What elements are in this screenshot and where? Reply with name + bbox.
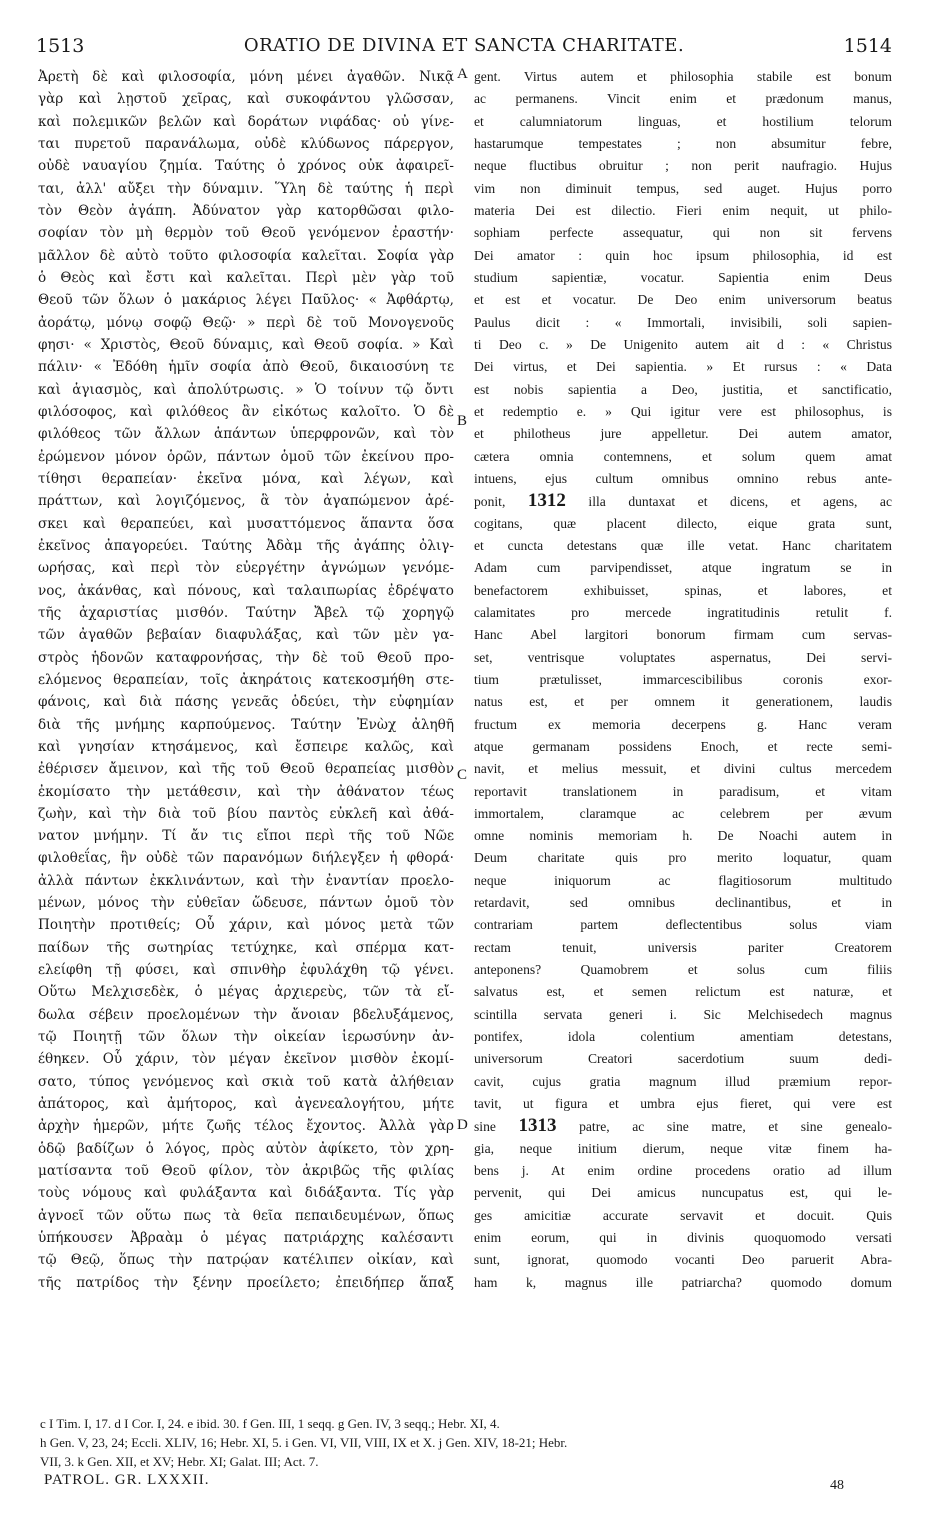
greek-text-line: τῆς ἀχαριστίας μισθόν. Ταύτην Ἄβελ τῷ χορηγῷ bbox=[38, 604, 454, 621]
greek-text-line: σοφίαν τὸν μὴ θερμὸν τοῦ Θεοῦ γενόμενον ἐραστήν· bbox=[38, 225, 454, 242]
greek-text-column bbox=[38, 66, 454, 1294]
page-footer bbox=[44, 1472, 894, 1492]
greek-text-line: φησι· « Χριστὸς, Θεοῦ δύναμις, καὶ Θεοῦ σοφία. » Καὶ bbox=[38, 336, 454, 353]
latin-text-line: benefactorem exhibuisset, spinas, et labores, et bbox=[474, 582, 892, 598]
greek-text-line: ἐκεῖνος ἀπαγορεύει. Ταύτης Ἀδὰμ τῆς ἀγάπης ὀλιγ- bbox=[38, 537, 454, 554]
greek-text-line: ἐρώμενον μόνον ὁρῶν, πάντων ὁμοῦ τῶν ἐκείνου προ- bbox=[38, 448, 454, 465]
latin-text-line: Dei amator : quin hoc ipsum philosophia, id est bbox=[474, 247, 892, 263]
greek-text-line: φάνοις, καὶ διὰ πάσης γενεᾶς ὁδεύει, τὴν εὐφημίαν bbox=[38, 694, 454, 711]
latin-text-line: enim eorum, qui in divinis quoquomodo versati bbox=[474, 1230, 892, 1246]
greek-text-line: τῆς πατρίδος τὴν ξένην προείλετο; ἐπειδήπερ ἅπαξ bbox=[38, 1274, 454, 1291]
latin-text-line: Hanc Abel largitori bonorum firmam cum servas- bbox=[474, 627, 892, 643]
latin-text-line: universorum Creatori sacerdotium suum dedi- bbox=[474, 1051, 892, 1067]
column-number: 1312 bbox=[527, 490, 566, 512]
greek-text-line: καὶ ἁγιασμὸς, καὶ ἀπολύτρωσις. » Ὁ τοίνυν τῷ ὄντι bbox=[38, 381, 454, 398]
latin-text-line: scintilla servata generi i. Sic Melchisedech magnus bbox=[474, 1006, 892, 1022]
greek-text-line: ἀπάτορος, καὶ ἀμήτορος, καὶ ἀγενεαλογήτου, μήτε bbox=[38, 1096, 454, 1113]
latin-text-line: contrariam partem deflectentibus solus viam bbox=[474, 917, 892, 933]
greek-text-line: ζωὴν, καὶ τὴν διὰ τοῦ βίου παντὸς εὐκλεῆ καὶ ἀθά- bbox=[38, 805, 454, 822]
greek-text-line: ὁ Θεὸς καὶ ἔστι καὶ καλεῖται. Περὶ μὲν γὰρ τοῦ bbox=[38, 269, 454, 286]
greek-text-line: φιλόθεος τῶν ἄλλων ἁπάντων ὑπερφρονῶν, καὶ τὸν bbox=[38, 426, 454, 443]
greek-text-line: Οὕτω Μελχισεδὲκ, ὁ μέγας ἀρχιερεὺς, τῶν τὰ εἴ- bbox=[38, 984, 454, 1001]
volume-signature: PATROL. GR. LXXXII. bbox=[44, 1472, 210, 1488]
latin-text-line: fructum ex memoria decerpens g. Hanc veram bbox=[474, 716, 892, 732]
greek-text-line: διὰ τῆς μνήμης καρπούμενος. Ταύτην Ἐνὼχ ἀληθῆ bbox=[38, 716, 454, 733]
latin-text-line: cogitans, quæ placent dilecto, eique grata sunt, bbox=[474, 515, 892, 531]
greek-text-line: νος, ἀκάνθας, καὶ πόνους, καὶ ταλαιπωρίας ἐδρέψατο bbox=[38, 582, 454, 599]
latin-text-line: ponit, 1312 illa duntaxat et dicens, et agens, ac bbox=[474, 490, 892, 512]
latin-text-line: navit, et melius messuit, et divini cultus mercedem bbox=[474, 761, 892, 777]
latin-text-line: et calumniatorum linguas, et hostilium telorum bbox=[474, 113, 892, 129]
footnotes bbox=[40, 1414, 890, 1471]
latin-text-line: ges amicitiæ accurate servavit et docuit. Quis bbox=[474, 1207, 892, 1223]
greek-text-line: στρὸς ἡδονῶν καταφρονήσας, τὴν δὲ τοῦ Θεοῦ προ- bbox=[38, 649, 454, 666]
greek-text-line: ἀλλὰ πάντων ἐκκλινάντων, καὶ τὴν ἐναντίαν προελο- bbox=[38, 872, 454, 889]
margin-letter-b: B bbox=[457, 413, 468, 429]
greek-text-line: πράττων, καὶ λογιζόμενος, ἃ τὸν ἀγαπώμενον ἀρέ- bbox=[38, 493, 454, 510]
sheet-number: 48 bbox=[830, 1478, 844, 1493]
greek-text-line: φιλόσοφος, καὶ φιλόθεος ἂν εἰκότως καλοῖτο. Ὁ δὲ bbox=[38, 403, 454, 420]
greek-text-line: παίδων τῆς σωτηρίας τετύχηκε, καὶ σπέρμα κατ- bbox=[38, 939, 454, 956]
latin-text-line: cætera omnia contemnens, et solum quem amat bbox=[474, 448, 892, 464]
greek-text-line: ἐκομίσατο τὴν μετάθεσιν, καὶ τὴν ἀθάνατον τέως bbox=[38, 783, 454, 800]
page-number-left: 1513 bbox=[36, 35, 85, 57]
latin-text-line: et philotheus jure appelletur. Dei autem amator, bbox=[474, 426, 892, 442]
latin-text-line: Adam cum parvipendisset, atque ingratum se in bbox=[474, 560, 892, 576]
greek-text-line: καὶ πολεμικῶν βελῶν καὶ δοράτων νιφάδας· οὐ γίνε- bbox=[38, 113, 454, 130]
greek-text-line: δωλα σέβειν προελομένων τὴν ἄνοιαν βδελυξάμενος, bbox=[38, 1006, 454, 1023]
greek-text-line: ωρήσας, καὶ περὶ τὸν εὐεργέτην ἀγνώμων γενόμε- bbox=[38, 560, 454, 577]
latin-text-line: vim non diminuit tempus, sed auget. Hujus porro bbox=[474, 180, 892, 196]
latin-text-line: atque germanam possidens Enoch, et recte semi- bbox=[474, 738, 892, 754]
latin-text-line: sine 1313 patre, ac sine matre, et sine genealo- bbox=[474, 1115, 892, 1137]
footnote-line: VII, 3. k Gen. XII, et XV; Hebr. XI; Galat. III; Act. 7. bbox=[40, 1454, 319, 1469]
latin-text-line: neque iniquorum ac flagitiosorum multitudo bbox=[474, 872, 892, 888]
greek-text-line: τὸν Θεὸν ἀγάπη. Ἀδύνατον γὰρ κατορθῶσαι φιλο- bbox=[38, 202, 454, 219]
latin-text-line: sophiam perfecte assequatur, qui non sit fervens bbox=[474, 225, 892, 241]
latin-text-line: set, ventrisque voluptates aspernatus, Dei servi- bbox=[474, 649, 892, 665]
latin-text-line: reportavit translationem in paradisum, et vitam bbox=[474, 783, 892, 799]
latin-text-line: natus est, et per omnem it generationem, laudis bbox=[474, 694, 892, 710]
greek-text-line: τῶν ἀγαθῶν βεβαίαν διαφυλάξας, καὶ τῶν μὲν γα- bbox=[38, 627, 454, 644]
latin-text-line: gia, neque initium dierum, neque vitæ finem ha- bbox=[474, 1140, 892, 1156]
latin-text-line: calamitates pro mercede ingratitudinis retulit f. bbox=[474, 604, 892, 620]
latin-text-line: rectam tenuit, universis pariter Creatorem bbox=[474, 939, 892, 955]
latin-text-line: Deum charitate quis pro merito loquatur, quam bbox=[474, 850, 892, 866]
running-title: ORATIO DE DIVINA ET SANCTA CHARITATE. bbox=[243, 35, 685, 56]
latin-text-line: sunt, ignorat, quomodo vocanti Deo paruerit Abra- bbox=[474, 1252, 892, 1268]
column-number: 1313 bbox=[518, 1115, 557, 1137]
latin-text-line: et redemptio e. » Qui igitur vere est philosophus, is bbox=[474, 403, 892, 419]
greek-text-line: ὑπήκουσεν Ἀβραὰμ ὁ μέγας πατριάρχης καλέσαντι bbox=[38, 1230, 454, 1247]
running-header bbox=[36, 35, 892, 61]
latin-text-line: materia Dei est dilectio. Fieri enim nequit, ut philo- bbox=[474, 202, 892, 218]
latin-text-line: pontifex, idola colentium amentiam detestans, bbox=[474, 1029, 892, 1045]
greek-text-line: Ἀρετὴ δὲ καὶ φιλοσοφία, μόνη μένει ἀγαθῶν. Νικᾷ bbox=[38, 69, 454, 85]
page-number-right: 1514 bbox=[843, 35, 892, 57]
latin-text-line: studium sapientiæ, vocatur. Sapientia enim Deus bbox=[474, 269, 892, 285]
greek-text-line: ται πυρετοῦ παρανάλωμα, οὐδὲ κλύδωνος πάρεργον, bbox=[38, 135, 454, 152]
latin-text-line: immortalem, claramque ac celebrem per ævum bbox=[474, 805, 892, 821]
footnote-line: h Gen. V, 23, 24; Eccli. XLIV, 16; Hebr. XI, 5. i Gen. VI, VII, VIII, IX et X. j Gen. XIV, 18-21; Hebr. bbox=[40, 1435, 568, 1450]
greek-text-line: τῷ Θεῷ, ὅπως τὴν πατρῴαν κατέλιπεν οἰκίαν, καὶ bbox=[38, 1252, 454, 1269]
greek-text-line: καὶ γνησίαν κτησάμενος, καὶ ἔσπειρε καλῶς, καὶ bbox=[38, 738, 454, 755]
greek-text-line: Ποιητὴν προτιθείς; Οὗ χάριν, καὶ μόνος μετὰ τῶν bbox=[38, 917, 454, 934]
greek-text-line: μένων, μόνος τὴν εὐθεῖαν ὥδευσε, πάντων ὁμοῦ τὸν bbox=[38, 895, 454, 912]
greek-text-line: ται, ἀλλ' αὔξει τὴν δύναμιν. Ὕλη δὲ ταύτης ἡ περὶ bbox=[38, 180, 454, 197]
greek-text-line: φιλοθεΐας, ἣν οὐδὲ τῶν παρανόμων διήλεγξεν ἡ φθορά· bbox=[38, 850, 454, 867]
latin-text-line: gent. Virtus autem et philosophia stabile est bonum bbox=[474, 69, 892, 84]
margin-letter-d: D bbox=[457, 1117, 468, 1133]
greek-text-line: ματίσαντα τοῦ Θεοῦ φίλον, τὸν ἀκριβῶς τῆς φιλίας bbox=[38, 1163, 454, 1180]
greek-text-line: νατον μνήμην. Τί ἄν τις εἴποι περὶ τῆς τοῦ Νῶε bbox=[38, 828, 454, 845]
greek-text-line: τίθησι θεραπείαν· ἐκεῖνα μόνα, καὶ λέγων, καὶ bbox=[38, 470, 454, 487]
greek-text-line: ἐθέρισεν ἄμεινον, καὶ τῆς τοῦ Θεοῦ θεραπείας μισθὸν bbox=[38, 761, 454, 778]
latin-text-line: et cuncta detestans quæ ille vetat. Hanc charitatem bbox=[474, 537, 892, 553]
greek-text-line: σκει καὶ θεραπεύει, καὶ μυσαττόμενος ἅπαντα ὅσα bbox=[38, 515, 454, 532]
greek-text-line: πάλιν· « Ἐδόθη ἡμῖν σοφία ἀπὸ Θεοῦ, δικαιοσύνη τε bbox=[38, 359, 454, 376]
latin-text-line: bens j. At enim ordine procedens oratio ad illum bbox=[474, 1163, 892, 1179]
latin-text-line: Paulus dicit : « Immortali, invisibili, soli sapien- bbox=[474, 314, 892, 330]
latin-text-line: tium prætulisset, immarcescibilibus coronis exor- bbox=[474, 671, 892, 687]
greek-text-line: μᾶλλον δὲ αὐτὸ τοῦτο φιλοσοφία καλεῖται. Σοφία γὰρ bbox=[38, 247, 454, 264]
latin-text-column bbox=[474, 66, 892, 1294]
greek-text-line: οὐδὲ ναυαγίου ζημία. Ταύτης ὁ χρόνος οὐκ ἀφαιρεῖ- bbox=[38, 158, 454, 175]
latin-text-line: anteponens? Quamobrem et solus cum filiis bbox=[474, 962, 892, 978]
latin-text-line: cavit, cujus gratia magnum illud præmium repor- bbox=[474, 1073, 892, 1089]
greek-text-line: ἀρχὴν ἡμερῶν, μήτε ζωῆς τέλος ἔχοντος. Ἀλλὰ γὰρ bbox=[38, 1118, 454, 1135]
latin-text-line: ti Deo c. » De Unigenito autem ait d : « Christus bbox=[474, 336, 892, 352]
greek-text-line: γὰρ καὶ λῃστοῦ χεῖρας, καὶ συκοφάντου γλῶσσαν, bbox=[38, 91, 454, 108]
latin-text-line: tavit, ut figura et umbra ejus fieret, qui vere est bbox=[474, 1096, 892, 1112]
margin-letter-c: C bbox=[457, 767, 468, 783]
latin-text-line: ac permanens. Vincit enim et prædonum manus, bbox=[474, 91, 892, 107]
greek-text-line: ὁδῷ βαδίζων ὁ λόγος, πρὸς αὐτὸν ἀφίκετο, τὸν χρη- bbox=[38, 1140, 454, 1157]
footnote-line: c I Tim. I, 17. d I Cor. I, 24. e ibid. 30. f Gen. III, 1 seqq. g Gen. IV, 3 seqq.; Hebr. XI, 4. bbox=[40, 1416, 500, 1431]
greek-text-line: τῷ Ποιητῇ τῶν ὅλων τὴν οἰκείαν ἱερωσύνην ἀν- bbox=[38, 1029, 454, 1046]
greek-text-line: σατο, τύπος γενόμενος καὶ σκιὰ τοῦ κατὰ ἀλήθειαν bbox=[38, 1073, 454, 1090]
greek-text-line: ελείφθη τῇ φύσει, καὶ σπινθὴρ ἐφυλάχθη τῷ γένει. bbox=[38, 962, 454, 979]
latin-text-line: omne nominis memoriam h. De Noachi autem in bbox=[474, 828, 892, 844]
latin-text-line: intuens, ejus cultum omnibus omnino rebus ante- bbox=[474, 470, 892, 486]
latin-text-line: et est et vocatur. De Deo enim universorum beatus bbox=[474, 292, 892, 308]
greek-text-line: τοὺς νόμους καὶ φυλάξαντα καὶ διδάξαντα. Τίς γὰρ bbox=[38, 1185, 454, 1202]
latin-text-line: retardavit, sed omnibus declinantibus, et in bbox=[474, 895, 892, 911]
latin-text-line: Dei virtus, et Dei sapientia. » Et rursus : « Data bbox=[474, 359, 892, 375]
latin-text-line: salvatus est, et semen relictum est naturæ, et bbox=[474, 984, 892, 1000]
latin-text-line: ham k, magnus ille patriarcha? quomodo domum bbox=[474, 1274, 892, 1290]
margin-letter-a: A bbox=[457, 66, 468, 82]
latin-text-line: hastarumque tempestates ; non absumitur febre, bbox=[474, 135, 892, 151]
greek-text-line: ελόμενος θεραπείαν, τοῖς ἀκηράτοις κατεκοσμήθη στε- bbox=[38, 671, 454, 688]
greek-text-line: ἀγνοεῖ τῶν οὕτω πως τὰ θεῖα πεπαιδευμένων, ὅπως bbox=[38, 1207, 454, 1224]
latin-text-line: pervenit, qui Dei amicus nuncupatus est, qui le- bbox=[474, 1185, 892, 1201]
latin-text-line: neque fluctibus obruitur ; non perit naufragio. Hujus bbox=[474, 158, 892, 174]
latin-text-line: est nobis sapientia a Deo, justitia, et sanctificatio, bbox=[474, 381, 892, 397]
greek-text-line: έθηκεν. Οὗ χάριν, τὸν μέγαν ἐκεῖνον μισθὸν ἐκομί- bbox=[38, 1051, 454, 1068]
greek-text-line: Θεοῦ τῶν ὅλων ὁ μακάριος λέγει Παῦλος· « Ἀφθάρτῳ, bbox=[38, 292, 454, 309]
greek-text-line: ἀοράτῳ, μόνῳ σοφῷ Θεῷ· » περὶ δὲ τοῦ Μονογενοῦς bbox=[38, 314, 454, 331]
